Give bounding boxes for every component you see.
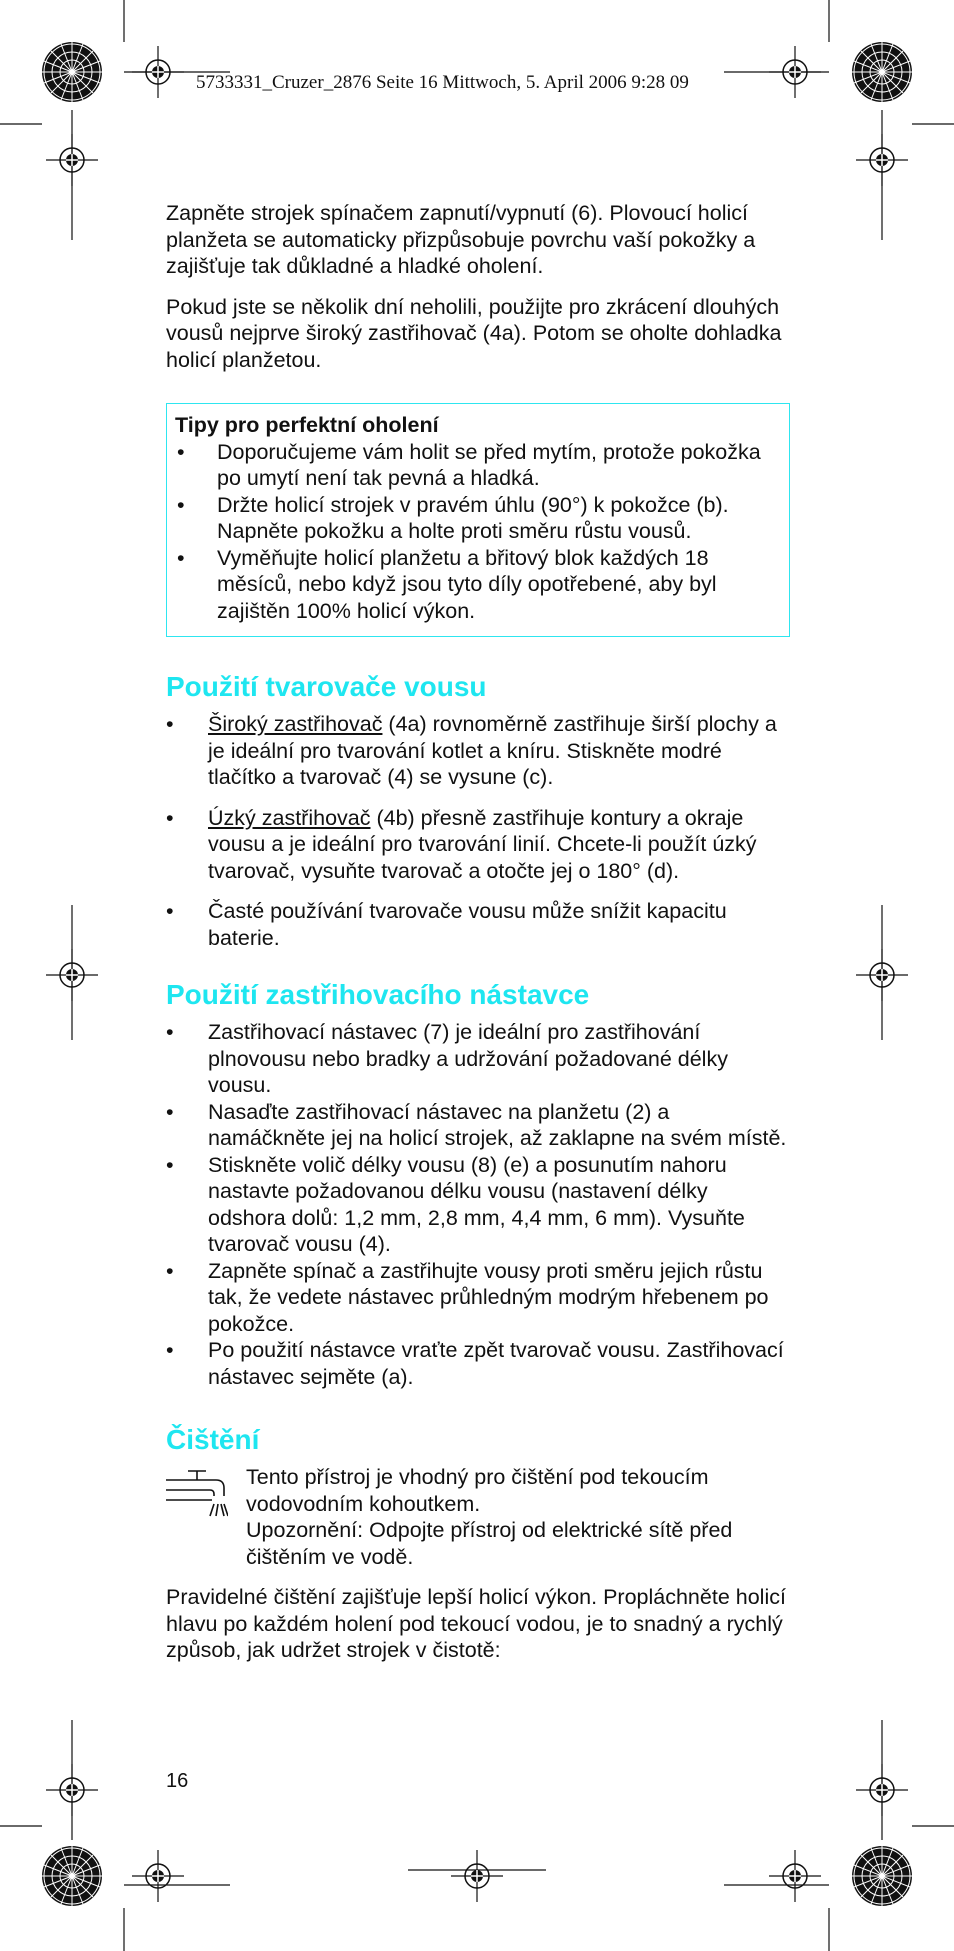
list-item-text: (4b) přesně zastřihuje kontury a okraje vousu a je ideální pro tvarování linií. Chcete-li použít úzký tvarovač, vysuňte tvarovač a otočte jej o 180° (d). [208,805,757,883]
cleaning-warning-text: Upozornění: Odpojte přístroj od elektrické sítě před čištěním ve vodě. [246,1518,733,1569]
intro-paragraph-2: Pokud jste se několik dní neholili, použijte pro zkrácení dlouhých vousů nejprve široký zastřihovač (4a). Potom se oholte dohladka holicí planžetou. [166,294,782,372]
list-item [166,805,790,885]
section-heading-attachment: Použití zastřihovacího nástavce [166,979,590,1010]
registration-mark-icon [769,1850,821,1902]
shaper-list [166,711,790,951]
registration-mark-icon [856,949,908,1001]
cleaning-paragraph: Pravidelné čištění zajišťuje lepší holicí výkon. Propláchněte holicí hlavu po každém holení pod tekoucí vodou, je to snadný a rychlý způsob, jak udržet strojek v čistotě: [166,1585,786,1662]
registration-mark-icon [132,46,184,98]
registration-mark-icon [46,134,98,186]
registration-mark-icon [46,1764,98,1816]
cleaning-note [166,1464,790,1570]
registration-mark-icon [769,46,821,98]
color-wheel-icon [42,1846,102,1906]
list-item: • Doporučujeme vám holit se před mytím, protože pokožka po umytí není tak pevná a hladká. [175,439,775,492]
list-item-text: (4a) rovnoměrně zastřihuje širší plochy a je ideální pro tvarování kotlet a kníru. Stiskněte modré tlačítko a tvarovač (4) se vysune (c). [208,712,777,789]
list-item: • Nasaďte zastřihovací nástavec na planžetu (2) a namáčkněte jej na holicí strojek, až zaklapne na svém místě. [166,1099,790,1152]
color-wheel-icon [852,1846,912,1906]
cleaning-note-text: Tento přístroj je vhodný pro čištění pod tekoucím vodovodním kohoutkem. [246,1465,709,1516]
list-item: • Časté používání tvarovače vousu může snížit kapacitu baterie. [166,898,790,951]
term-wide-trimmer: Široký zastřihovač [208,712,383,736]
attachment-list [166,1019,790,1390]
water-tap-icon [166,1468,228,1524]
registration-mark-icon [46,949,98,1001]
list-item: • Stiskněte volič délky vousu (8) (e) a posunutím nahoru nastavte požadovanou délku vousu (nastavení délky odshora dolů: 1,2 mm, 2,8 mm, 4,4 mm, 6 mm). Vysuňte tvarovač vousu (4). [166,1152,790,1258]
tips-title: Tipy pro perfektní oholení [175,413,439,437]
color-wheel-icon [42,42,102,102]
registration-mark-icon [451,1850,503,1902]
list-item: • Po použití nástavce vraťte zpět tvarovač vousu. Zastřihovací nástavec sejměte (a). [166,1337,790,1390]
list-item: • Zapněte spínač a zastřihujte vousy proti směru jejich růstu tak, že vedete nástavec průhledným modrým hřebenem po pokožce. [166,1258,790,1338]
color-wheel-icon [852,42,912,102]
list-item: • Držte holicí strojek v pravém úhlu (90°) k pokožce (b). Napněte pokožku a holte proti směru růstu vousů. [175,492,775,545]
section-heading-cleaning: Čištění [166,1424,260,1455]
page-content [166,200,790,1678]
print-slug: 5733331_Cruzer_2876 Seite 16 Mittwoch, 5. April 2006 9:28 09 [196,72,689,93]
registration-mark-icon [132,1850,184,1902]
section-heading-shaper: Použití tvarovače vousu [166,671,487,702]
tips-list [175,439,775,625]
term-narrow-trimmer: Úzký zastřihovač [208,805,371,830]
registration-mark-icon [856,134,908,186]
page-number: 16 [166,1770,189,1792]
intro-paragraph-1: Zapněte strojek spínačem zapnutí/vypnutí (6). Plovoucí holicí planžeta se automaticky přizpůsobuje povrchu vaší pokožky a zajišťuje tak důkladné a hladké oholení. [166,201,756,278]
list-item: • Vyměňujte holicí planžetu a břitový blok každých 18 měsíců, nebo když jsou tyto díly opotřebené, aby byl zajištěn 100% holicí výkon. [175,545,775,625]
list-item [166,711,790,791]
tips-box [166,403,790,637]
list-item: • Zastřihovací nástavec (7) je ideální pro zastřihování plnovousu nebo bradky a udržování požadované délky vousu. [166,1019,790,1099]
registration-mark-icon [856,1764,908,1816]
